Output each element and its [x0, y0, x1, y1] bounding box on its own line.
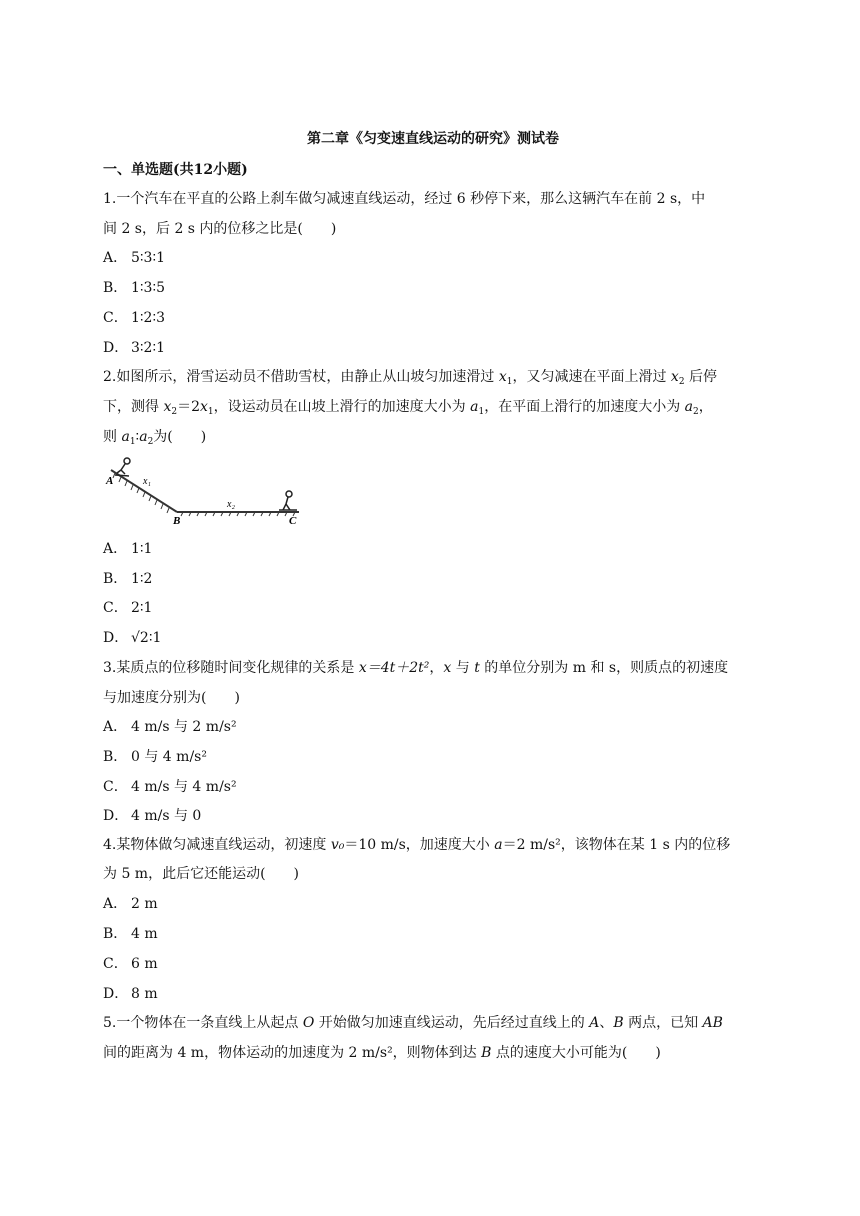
- q4-option-a[interactable]: A． 2 m: [103, 896, 158, 912]
- section-heading: 一、单选题(共12小题): [103, 162, 248, 178]
- q2-option-c[interactable]: C． 2∶1: [103, 600, 153, 616]
- skier-icon-c: [279, 491, 297, 510]
- q1-text-line1: 1.一个汽车在平直的公路上刹车做匀减速直线运动，经过 6 秒停下来，那么这辆汽车在前 2 s，中: [103, 191, 706, 207]
- q3-option-c[interactable]: C． 4 m/s 与 4 m/s²: [103, 779, 237, 795]
- q1-option-c[interactable]: C． 1∶2∶3: [103, 310, 166, 326]
- q3-option-b[interactable]: B． 0 与 4 m/s²: [103, 749, 207, 765]
- page-title: 第二章《匀变速直线运动的研究》测试卷: [307, 131, 559, 147]
- figure-label-b: B: [173, 515, 181, 527]
- q1-option-d[interactable]: D． 3∶2∶1: [103, 340, 166, 356]
- q4-option-b[interactable]: B． 4 m: [103, 926, 158, 942]
- q5-text-line2: 间的距离为 4 m，物体运动的加速度为 2 m/s²，则物体到达 B 点的速度大小可能为( ): [103, 1045, 661, 1061]
- q4-text-line1: 4.某物体做匀减速直线运动，初速度 v₀＝10 m/s，加速度大小 a＝2 m/s²，该物体在某 1 s 内的位移: [103, 837, 731, 853]
- q3-option-a[interactable]: A． 4 m/s 与 2 m/s²: [103, 719, 237, 735]
- q3-option-d[interactable]: D． 4 m/s 与 0: [103, 808, 202, 824]
- q3-text-line2: 与加速度分别为( ): [103, 690, 240, 706]
- figure-label-x1: x₁: [143, 476, 151, 487]
- figure-label-a: A: [106, 475, 114, 487]
- q4-option-c[interactable]: C． 6 m: [103, 956, 158, 972]
- q2-text-line1: 2.如图所示，滑雪运动员不借助雪杖，由静止从山坡匀加速滑过 $x_1$，又匀减速在平面上滑过 $x_2$ 后停: [103, 369, 717, 387]
- q4-text-line2: 为 5 m，此后它还能运动( ): [103, 866, 300, 882]
- q2-option-d[interactable]: D． √2∶1: [103, 630, 162, 646]
- figure-label-x2: x₂: [227, 499, 235, 510]
- slope-surface: [111, 470, 299, 516]
- figure-label-c: C: [289, 515, 297, 527]
- q2-option-a[interactable]: A． 1∶1: [103, 541, 153, 557]
- q4-option-d[interactable]: D． 8 m: [103, 986, 158, 1002]
- q2-text-line2: 下，测得 $x_2=2x_1$，设运动员在山坡上滑行的加速度大小为 $a_1$，在平面上滑行的加速度大小为 $a_2$，: [103, 399, 713, 417]
- q2-option-b[interactable]: B． 1∶2: [103, 571, 153, 587]
- q1-text-line2: 间 2 s，后 2 s 内的位移之比是( ): [103, 221, 337, 237]
- q1-option-b[interactable]: B． 1∶3∶5: [103, 280, 166, 296]
- q2-text-line3: 则 $a_1∶a_2$为( ): [103, 429, 207, 447]
- ski-slope-figure: [103, 456, 303, 528]
- q5-text-line1: 5.一个物体在一条直线上从起点 O 开始做匀加速直线运动，先后经过直线上的 A、B 两点，已知 AB: [103, 1015, 723, 1031]
- q3-text-line1: 3.某质点的位移随时间变化规律的关系是 x＝4t＋2t²，x 与 t 的单位分别为 m 和 s，则质点的初速度: [103, 660, 729, 676]
- skier-icon-a: [115, 458, 130, 476]
- q1-option-a[interactable]: A． 5∶3∶1: [103, 250, 166, 266]
